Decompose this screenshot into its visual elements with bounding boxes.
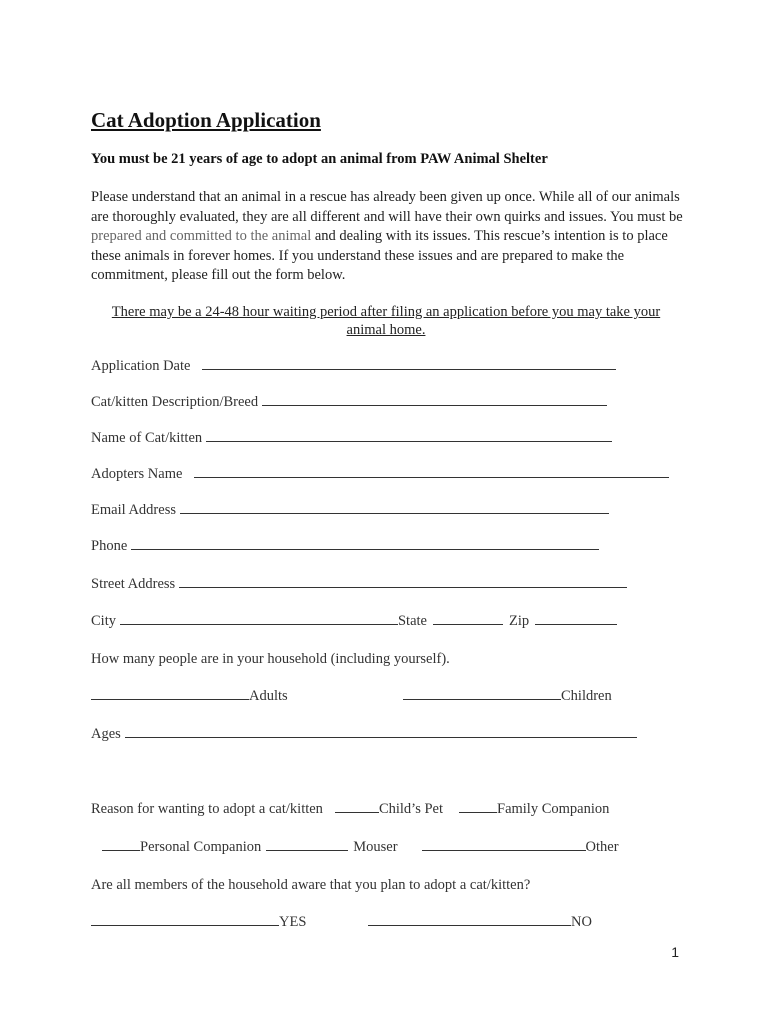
- reason-label: Reason for wanting to adopt a cat/kitten: [91, 801, 323, 817]
- city-state-zip-row: [91, 613, 617, 630]
- cat-name-row: [91, 430, 612, 447]
- state-label: State: [397, 613, 427, 629]
- no-row: [368, 914, 592, 931]
- description-field[interactable]: [262, 404, 607, 406]
- reason-row: [91, 801, 609, 818]
- zip-label: Zip: [508, 613, 530, 629]
- ages-row: [91, 726, 637, 743]
- street-row: [91, 576, 627, 593]
- childs-pet-checkline[interactable]: [335, 811, 379, 813]
- age-requirement-notice: You must be 21 years of age to adopt an animal from PAW Animal Shelter: [91, 151, 548, 167]
- intro-text-2: and dealing with its issues. This rescue’s intention is to place these animals in forever homes. If you understand these issues and are prepared to make the commitment, please fill out the form below.: [91, 228, 668, 284]
- email-label: Email Address: [91, 502, 176, 518]
- email-field[interactable]: [180, 512, 609, 514]
- email-row: [91, 502, 609, 519]
- yes-label: YES: [279, 914, 307, 930]
- application-date-label: Application Date: [91, 358, 191, 374]
- family-companion-label: Family Companion: [497, 801, 610, 817]
- family-companion-checkline[interactable]: [459, 811, 497, 813]
- state-field[interactable]: [433, 623, 503, 625]
- cat-name-label: Name of Cat/kitten: [91, 430, 203, 446]
- waiting-period-notice: There may be a 24-48 hour waiting period after filing an application before you may take your animal home.: [111, 304, 661, 338]
- aware-question: Are all members of the household aware that you plan to adopt a cat/kitten?: [91, 877, 531, 893]
- ages-label: Ages: [91, 726, 121, 742]
- ages-field[interactable]: [125, 736, 637, 738]
- street-field[interactable]: [179, 586, 627, 588]
- intro-emphasis: prepared and committed to the animal: [91, 228, 312, 245]
- adults-label: Adults: [249, 688, 288, 704]
- phone-row: [91, 538, 599, 555]
- page-number: 1: [671, 944, 679, 960]
- zip-field[interactable]: [535, 623, 617, 625]
- no-checkline[interactable]: [368, 924, 571, 926]
- adults-row: [91, 688, 288, 705]
- application-date-field[interactable]: [202, 368, 616, 370]
- household-question: How many people are in your household (including yourself).: [91, 651, 450, 667]
- children-field[interactable]: [403, 698, 561, 700]
- intro-paragraph: [91, 188, 691, 286]
- description-row: [91, 394, 607, 411]
- personal-companion-checkline[interactable]: [102, 849, 140, 851]
- other-checkline[interactable]: [422, 849, 586, 851]
- adults-field[interactable]: [91, 698, 249, 700]
- children-label: Children: [561, 688, 612, 704]
- city-label: City: [91, 613, 116, 629]
- adopters-name-field[interactable]: [194, 476, 669, 478]
- no-label: NO: [571, 914, 592, 930]
- city-field[interactable]: [120, 623, 398, 625]
- mouser-label: Mouser: [353, 839, 398, 855]
- children-row: [403, 688, 612, 705]
- reason-row-2: [102, 839, 619, 856]
- yes-checkline[interactable]: [91, 924, 279, 926]
- application-date-row: [91, 358, 616, 375]
- phone-label: Phone: [91, 538, 128, 554]
- phone-field[interactable]: [131, 548, 599, 550]
- adopters-name-row: [91, 466, 669, 483]
- intro-text-1: Please understand that an animal in a rescue has already been given up once. While all of our animals are thoroughly evaluated, they are all different and will have their own quirks and issues. You must be: [91, 189, 683, 225]
- other-label: Other: [585, 839, 619, 855]
- page-title: Cat Adoption Application: [91, 108, 321, 132]
- mouser-checkline[interactable]: [266, 849, 348, 851]
- adopters-name-label: Adopters Name: [91, 466, 183, 482]
- personal-companion-label: Personal Companion: [140, 839, 262, 855]
- yes-row: [91, 914, 306, 931]
- cat-name-field[interactable]: [206, 440, 612, 442]
- description-label: Cat/kitten Description/Breed: [91, 394, 259, 410]
- childs-pet-label: Child’s Pet: [378, 801, 443, 817]
- street-label: Street Address: [91, 576, 176, 592]
